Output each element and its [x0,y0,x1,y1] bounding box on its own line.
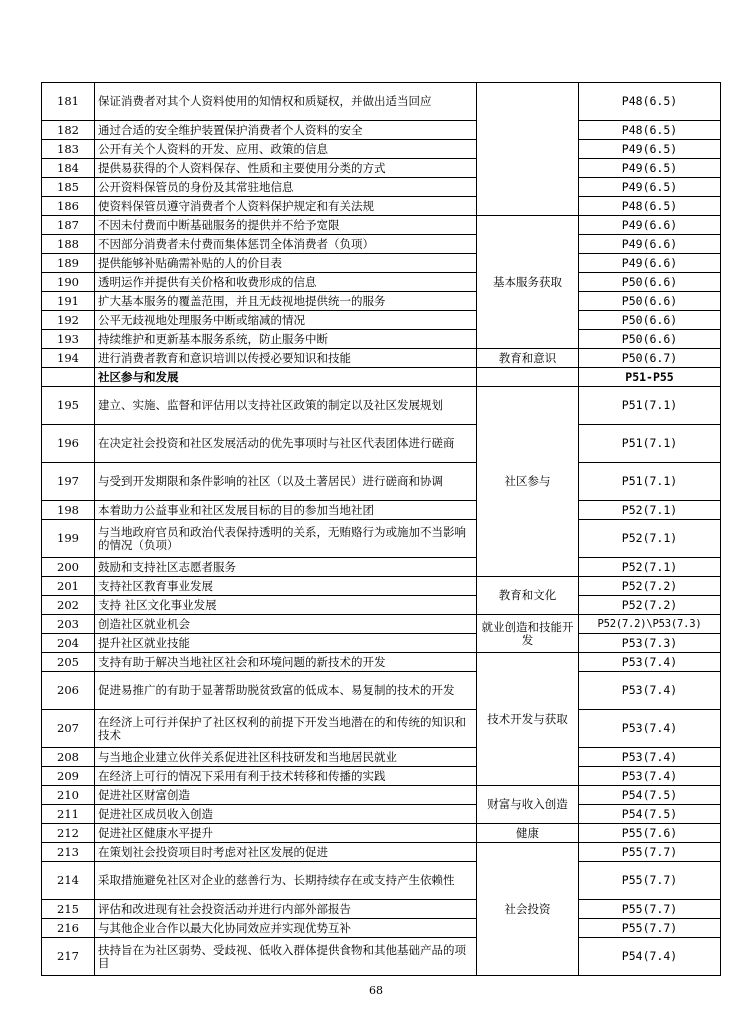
table-row [42,273,721,292]
row-item: 扶持旨在为社区弱势、受歧视、低收入群体提供食物和其他基础产品的项目 [95,938,477,976]
row-number: 207 [42,710,95,748]
row-item: 促进易推广的有助于显著帮助脱贫致富的低成本、易复制的技术的开发 [95,672,477,710]
row-item: 提供能够补贴确需补贴的人的价目表 [95,254,477,273]
row-number: 181 [42,83,95,121]
row-reference: P50(6.6) [579,292,721,311]
category-employment-skills: 就业创造和技能开发 [477,615,579,653]
row-number: 210 [42,786,95,805]
section-header-row [42,368,721,387]
table-row [42,653,721,672]
table-row [42,748,721,767]
table-row [42,121,721,140]
row-item: 与当地政府官员和政治代表保持透明的关系，无贿赂行为或施加不当影响的情况（负项） [95,520,477,558]
row-item: 进行消费者教育和意识培训以传授必要知识和技能 [95,349,477,368]
row-number: 192 [42,311,95,330]
table-row [42,425,721,463]
row-reference: P52(7.1) [579,501,721,520]
row-number: 193 [42,330,95,349]
row-item: 公平无歧视地处理服务中断或缩减的情况 [95,311,477,330]
category-education-awareness: 教育和意识 [477,349,579,368]
row-item: 支持社区教育事业发展 [95,577,477,596]
row-number: 200 [42,558,95,577]
row-number: 208 [42,748,95,767]
row-item: 使资料保管员遵守消费者个人资料保护规定和有关法规 [95,197,477,216]
row-number: 194 [42,349,95,368]
row-number: 191 [42,292,95,311]
table-row [42,330,721,349]
table-row [42,292,721,311]
row-reference: P48(6.5) [579,83,721,121]
row-item: 提升社区就业技能 [95,634,477,653]
row-number: 215 [42,900,95,919]
row-number [42,368,95,387]
row-number: 190 [42,273,95,292]
section-title: 社区参与和发展 [95,368,477,387]
row-reference: P52(7.2)\P53(7.3) [579,615,721,634]
row-number: 202 [42,596,95,615]
row-reference: P50(6.6) [579,311,721,330]
row-item: 与当地企业建立伙伴关系促进社区科技研发和当地居民就业 [95,748,477,767]
section-reference: P51-P55 [579,368,721,387]
row-reference: P52(7.1) [579,520,721,558]
row-reference: P48(6.5) [579,121,721,140]
row-item: 支持有助于解决当地社区社会和环境问题的新技术的开发 [95,653,477,672]
table-row [42,615,721,634]
row-reference: P52(7.1) [579,558,721,577]
row-item: 扩大基本服务的覆盖范围，并且无歧视地提供统一的服务 [95,292,477,311]
row-number: 185 [42,178,95,197]
row-reference: P53(7.4) [579,748,721,767]
row-reference: P49(6.5) [579,159,721,178]
row-reference: P50(6.7) [579,349,721,368]
table-row [42,786,721,805]
row-item: 公开有关个人资料的开发、应用、政策的信息 [95,140,477,159]
row-reference: P55(7.7) [579,919,721,938]
row-item: 鼓励和支持社区志愿者服务 [95,558,477,577]
table-row [42,710,721,748]
row-item: 创造社区就业机会 [95,615,477,634]
table-row [42,311,721,330]
row-number: 213 [42,843,95,862]
category-community-participation: 社区参与 [477,387,579,577]
row-reference: P55(7.7) [579,843,721,862]
indicator-table [41,82,721,976]
table-row [42,558,721,577]
table-row [42,159,721,178]
row-number: 182 [42,121,95,140]
row-number: 186 [42,197,95,216]
row-item: 保证消费者对其个人资料使用的知情权和质疑权，并做出适当回应 [95,83,477,121]
row-number: 216 [42,919,95,938]
table-row [42,83,721,121]
category-technology: 技术开发与获取 [477,653,579,786]
row-reference: P55(7.7) [579,862,721,900]
row-number: 201 [42,577,95,596]
row-number: 199 [42,520,95,558]
row-reference: P54(7.5) [579,805,721,824]
row-reference: P55(7.6) [579,824,721,843]
row-number: 187 [42,216,95,235]
row-number: 197 [42,463,95,501]
row-item: 评估和改进现有社会投资活动并进行内部外部报告 [95,900,477,919]
table-row [42,140,721,159]
row-number: 205 [42,653,95,672]
row-reference: P49(6.6) [579,254,721,273]
row-number: 188 [42,235,95,254]
row-reference: P50(6.6) [579,330,721,349]
table-row [42,824,721,843]
row-item: 支持 社区文化事业发展 [95,596,477,615]
table-row [42,577,721,596]
row-reference: P53(7.4) [579,672,721,710]
row-number: 203 [42,615,95,634]
row-item: 采取措施避免社区对企业的慈善行为、长期持续存在或支持产生依赖性 [95,862,477,900]
category-health: 健康 [477,824,579,843]
category-cell-empty [477,368,579,387]
table-row [42,349,721,368]
table-row [42,862,721,900]
category-wealth-income: 财富与收入创造 [477,786,579,824]
row-number: 189 [42,254,95,273]
table-row [42,197,721,216]
row-item: 促进社区财富创造 [95,786,477,805]
table-row [42,596,721,615]
category-cell-empty [477,83,579,216]
row-reference: P48(6.5) [579,197,721,216]
row-item: 促进社区成员收入创造 [95,805,477,824]
row-number: 206 [42,672,95,710]
table-row [42,216,721,235]
page-number: 68 [369,984,383,997]
row-reference: P53(7.4) [579,710,721,748]
row-item: 与其他企业合作以最大化协同效应并实现优势互补 [95,919,477,938]
row-number: 196 [42,425,95,463]
row-reference: P52(7.2) [579,596,721,615]
row-item: 在经济上可行的情况下采用有利于技术转移和传播的实践 [95,767,477,786]
row-item: 不因部分消费者未付费而集体惩罚全体消费者（负项） [95,235,477,254]
row-item: 持续维护和更新基本服务系统，防止服务中断 [95,330,477,349]
row-reference: P54(7.5) [579,786,721,805]
row-number: 184 [42,159,95,178]
table-row [42,387,721,425]
table-row [42,672,721,710]
row-item: 通过合适的安全维护装置保护消费者个人资料的安全 [95,121,477,140]
row-reference: P53(7.4) [579,767,721,786]
row-reference: P51(7.1) [579,463,721,501]
row-reference: P49(6.6) [579,235,721,254]
row-number: 214 [42,862,95,900]
table-row [42,767,721,786]
table-row [42,520,721,558]
row-reference: P50(6.6) [579,273,721,292]
table-row [42,235,721,254]
category-education-culture: 教育和文化 [477,577,579,615]
row-item: 提供易获得的个人资料保存、性质和主要使用分类的方式 [95,159,477,178]
category-basic-service: 基本服务获取 [477,216,579,349]
row-reference: P55(7.7) [579,900,721,919]
row-reference: P49(6.5) [579,178,721,197]
table-row [42,805,721,824]
row-number: 183 [42,140,95,159]
table-row [42,938,721,976]
table-row [42,900,721,919]
row-number: 198 [42,501,95,520]
row-number: 212 [42,824,95,843]
row-item: 与受到开发期限和条件影响的社区（以及土著居民）进行磋商和协调 [95,463,477,501]
row-reference: P51(7.1) [579,425,721,463]
table-row [42,919,721,938]
table-row [42,254,721,273]
row-number: 209 [42,767,95,786]
row-item: 公开资料保管员的身份及其常驻地信息 [95,178,477,197]
row-number: 204 [42,634,95,653]
table-row [42,634,721,653]
row-reference: P51(7.1) [579,387,721,425]
row-reference: P49(6.6) [579,216,721,235]
row-reference: P52(7.2) [579,577,721,596]
row-item: 在决定社会投资和社区发展活动的优先事项时与社区代表团体进行磋商 [95,425,477,463]
row-item: 促进社区健康水平提升 [95,824,477,843]
row-item: 建立、实施、监督和评估用以支持社区政策的制定以及社区发展规划 [95,387,477,425]
row-number: 217 [42,938,95,976]
row-number: 195 [42,387,95,425]
row-item: 在策划社会投资项目时考虑对社区发展的促进 [95,843,477,862]
row-item: 透明运作并提供有关价格和收费形成的信息 [95,273,477,292]
row-reference: P53(7.3) [579,634,721,653]
table-row [42,843,721,862]
table-row [42,501,721,520]
row-number: 211 [42,805,95,824]
row-item: 在经济上可行并保护了社区权利的前提下开发当地潜在的和传统的知识和技术 [95,710,477,748]
row-reference: P53(7.4) [579,653,721,672]
row-item: 本着助力公益事业和社区发展目标的目的参加当地社团 [95,501,477,520]
row-item: 不因未付费而中断基础服务的提供并不给予宽限 [95,216,477,235]
table-row [42,178,721,197]
category-social-investment: 社会投资 [477,843,579,976]
row-reference: P49(6.5) [579,140,721,159]
row-reference: P54(7.4) [579,938,721,976]
table-row [42,463,721,501]
